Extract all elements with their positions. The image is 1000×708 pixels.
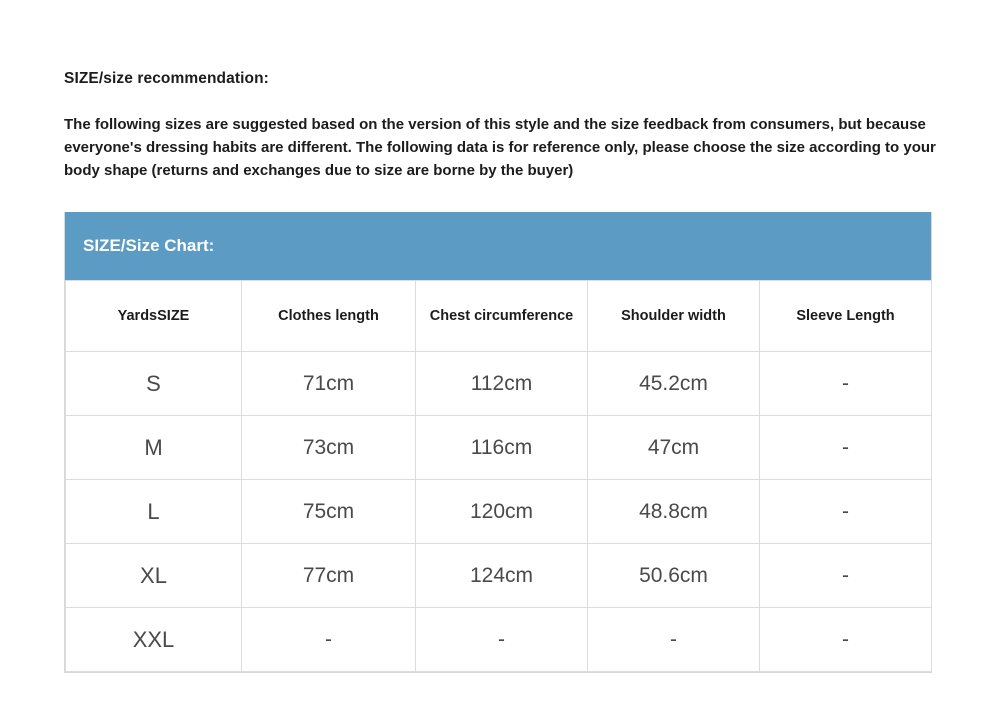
cell-clothes-length: 71cm [242,352,416,416]
cell-shoulder: 47cm [588,416,760,480]
cell-sleeve: - [760,608,932,672]
cell-size: XL [66,544,242,608]
size-chart-title: SIZE/Size Chart: [65,212,931,280]
cell-size: M [66,416,242,480]
cell-clothes-length: 77cm [242,544,416,608]
cell-chest: 116cm [416,416,588,480]
cell-size: XXL [66,608,242,672]
column-header-size: YardsSIZE [66,281,242,352]
size-chart-table [65,280,932,672]
cell-shoulder: 45.2cm [588,352,760,416]
table-header-row [66,281,932,352]
table-row [66,608,932,672]
page-title: SIZE/size recommendation: [64,70,269,87]
column-header-clothes-length: Clothes length [242,281,416,352]
table-row [66,544,932,608]
cell-clothes-length: 75cm [242,480,416,544]
table-row [66,480,932,544]
cell-shoulder: 50.6cm [588,544,760,608]
cell-sleeve: - [760,352,932,416]
cell-chest: - [416,608,588,672]
cell-clothes-length: - [242,608,416,672]
cell-chest: 112cm [416,352,588,416]
column-header-shoulder-width: Shoulder width [588,281,760,352]
cell-sleeve: - [760,416,932,480]
cell-size: S [66,352,242,416]
cell-chest: 120cm [416,480,588,544]
table-body [66,352,932,672]
cell-sleeve: - [760,544,932,608]
cell-size: L [66,480,242,544]
cell-sleeve: - [760,480,932,544]
table-row [66,352,932,416]
table-header [66,281,932,352]
intro-paragraph: The following sizes are suggested based on the version of this style and the size feedback from consumers, but because everyone's dressing habits are different. The following data is for reference only, please choose the size according to your body shape (returns and exchanges due to size are borne by the buyer) [64,116,936,179]
size-chart-container [64,212,932,673]
column-header-chest-circumference: Chest circumference [416,281,588,352]
cell-shoulder: 48.8cm [588,480,760,544]
cell-shoulder: - [588,608,760,672]
column-header-sleeve-length: Sleeve Length [760,281,932,352]
table-row [66,416,932,480]
cell-chest: 124cm [416,544,588,608]
cell-clothes-length: 73cm [242,416,416,480]
